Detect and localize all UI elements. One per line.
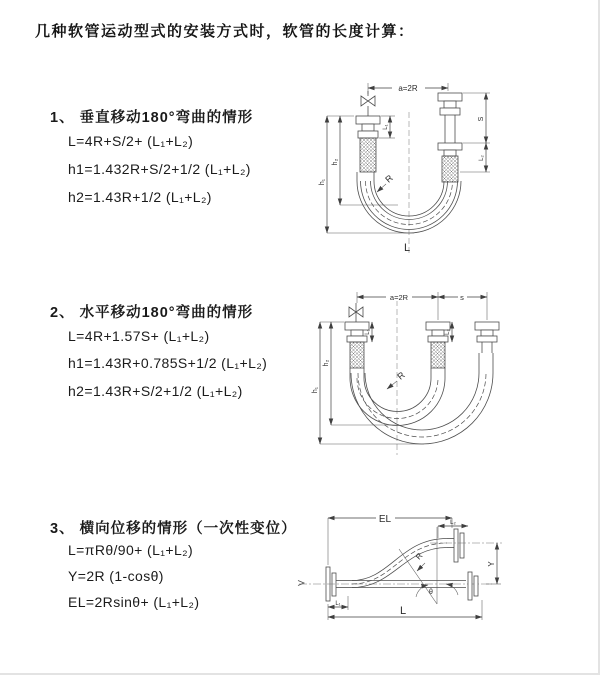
dim-label-r: R <box>383 172 395 185</box>
dim-label-a2r: a=2R <box>389 293 409 302</box>
radius-callout <box>414 551 425 571</box>
dimension-y <box>486 543 501 584</box>
dim-label-l-total: L <box>403 242 411 254</box>
section-2-formula-h1: h1=1.43R+0.785S+1/2 (L₁+L₂) <box>68 355 268 371</box>
dimension-a-2r-and-s <box>357 292 487 320</box>
dim-label-l2: L₂ <box>479 155 485 161</box>
right-pipe-assembly <box>475 322 499 353</box>
valve-icon <box>361 91 375 116</box>
dim-label-l2: L₂ <box>450 520 456 526</box>
dimension-l1 <box>379 116 395 138</box>
section-1-formula-L: L=4R+S/2+ (L₁+L₂) <box>68 133 194 149</box>
section-1-formula-h2: h2=1.43R+1/2 (L₁+L₂) <box>68 189 212 205</box>
diagram-lateral-displacement <box>296 505 596 640</box>
dim-label-h2: h₂ <box>332 158 339 166</box>
dimension-l2 <box>460 143 490 172</box>
page-title: 几种软管运动型式的安装方式时，软管的长度计算： <box>35 23 415 40</box>
dimension-h1 <box>312 322 424 444</box>
dim-label-y: Y <box>487 561 496 567</box>
dimension-l1 <box>328 596 348 610</box>
dim-label-r: R <box>395 369 407 382</box>
dim-label-l1: L₁ <box>383 124 389 130</box>
section-3-formula-Y: Y=2R (1-cosθ) <box>68 568 164 584</box>
radius-callout <box>377 173 395 192</box>
valve-icon <box>349 303 363 322</box>
dim-label-l1: L₁ <box>335 601 341 607</box>
section-3-heading: 3、 横向位移的情形（一次性变位） <box>50 521 297 537</box>
hose-u-bend-position-2 <box>351 353 493 444</box>
dim-label-h2: h₂ <box>323 359 330 367</box>
diagram-vertical-180-bend <box>312 72 597 257</box>
dim-label-h1: h₁ <box>312 386 319 394</box>
section-2-formula-L: L=4R+1.57S+ (L₁+L₂) <box>68 328 210 344</box>
diagram-horizontal-180-bend <box>310 288 597 458</box>
pipe-break-mark <box>298 581 304 586</box>
dimension-a-2r <box>368 83 448 94</box>
section-2-heading: 2、 水平移动180°弯曲的情形 <box>50 305 254 321</box>
dim-label-l2: L₂ <box>445 329 451 335</box>
left-pipe-assembly <box>356 116 380 172</box>
dim-label-s: S <box>478 116 485 122</box>
dimension-s <box>463 93 490 143</box>
section-1-heading: 1、 垂直移动180°弯曲的情形 <box>50 110 254 126</box>
right-pipe-assembly <box>438 93 462 182</box>
section-3-formula-EL: EL=2Rsinθ+ (L₁+L₂) <box>68 594 200 610</box>
raised-flange <box>430 529 502 562</box>
dim-label-l1: L₁ <box>365 329 371 335</box>
section-1-formula-h1: h1=1.432R+S/2+1/2 (L₁+L₂) <box>68 161 251 177</box>
dim-label-s: s <box>460 293 464 302</box>
middle-pipe-assembly <box>426 322 450 368</box>
dimension-l-total <box>328 600 482 620</box>
dim-label-a2r: a=2R <box>398 84 418 93</box>
dim-label-h1: h₁ <box>319 178 326 186</box>
section-3-formula-L: L=πRθ/90+ (L₁+L₂) <box>68 542 194 558</box>
dim-label-r: R <box>413 551 425 562</box>
section-2-formula-h2: h2=1.43R+S/2+1/2 (L₁+L₂) <box>68 383 243 399</box>
dimension-el <box>328 513 452 565</box>
left-pipe-assembly <box>345 322 369 368</box>
dim-label-el: EL <box>378 514 392 525</box>
dim-label-theta: θ <box>429 589 433 596</box>
dim-label-l: L <box>399 605 407 617</box>
